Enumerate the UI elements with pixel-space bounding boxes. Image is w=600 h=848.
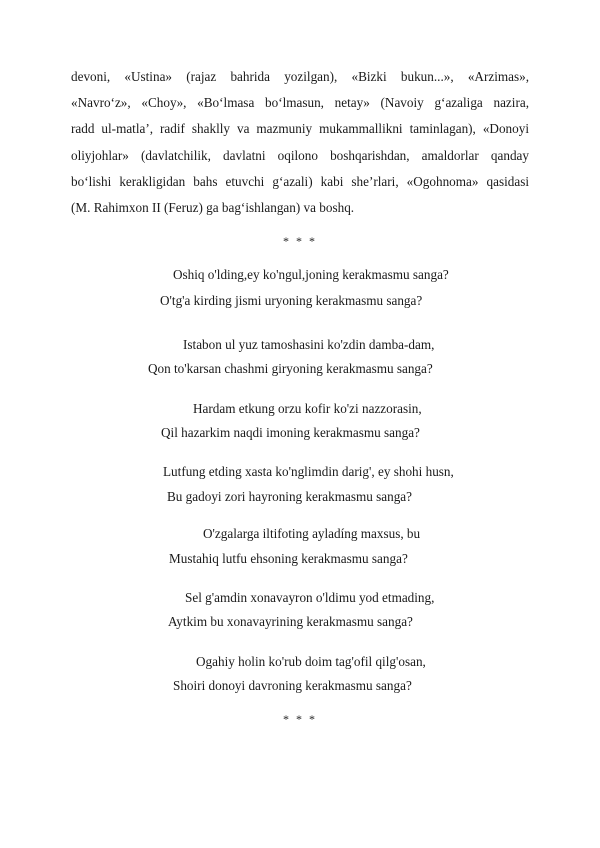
intro-line: «Navro‘z», «Choy», «Bo‘lmasa bo‘lmasun, netay» (Navoiy g‘azaliga nazira, bbox=[71, 95, 529, 111]
section-separator-top: * * * bbox=[283, 234, 317, 248]
verse-line-3a: Hardam etkung orzu kofir ko'zi nazzorasin, bbox=[193, 401, 422, 416]
verse-line-4b: Bu gadoyi zori hayroning kerakmasmu sanga? bbox=[167, 489, 412, 504]
verse-line-4a: Lutfung etding xasta ko'nglimdin darig', ey shohi husn, bbox=[163, 464, 454, 479]
intro-paragraph bbox=[71, 64, 529, 221]
intro-line: (M. Rahimxon II (Feruz) ga bag‘ishlangan) va boshq. bbox=[71, 200, 355, 216]
section-separator-bottom: * * * bbox=[283, 712, 317, 726]
verse-line-1a: Oshiq o'lding,ey ko'ngul,joning kerakmasmu sanga? bbox=[173, 267, 449, 282]
intro-line: radd ul-matla’, radif shaklly va mazmuniy mukammallikni taminlagan), «Donoyi bbox=[71, 121, 529, 137]
verse-line-6a: Sel g'amdin xonavayron o'ldimu yod etmading, bbox=[185, 590, 435, 605]
verse-line-2b: Qon to'karsan chashmi giryoning kerakmasmu sanga? bbox=[148, 361, 433, 376]
verse-line-6b: Aytkim bu xonavayrining kerakmasmu sanga? bbox=[168, 614, 413, 629]
verse-line-7a: Ogahiy holin ko'rub doim tag'ofil qilg'osan, bbox=[196, 654, 426, 669]
verse-line-2a: Istabon ul yuz tamoshasini ko'zdin damba-dam, bbox=[183, 337, 435, 352]
verse-line-5a: O'zgalarga iltifoting ayladíng maxsus, bu bbox=[203, 526, 421, 541]
verse-line-7b: Shoiri donoyi davroning kerakmasmu sanga? bbox=[173, 678, 412, 693]
intro-line: bo‘lishi kerakligidan bahs etuvchi g‘azali) kabi she’rlari, «Ogohnoma» qasidasi bbox=[71, 173, 529, 189]
verse-line-1b: O'tg'a kirding jismi uryoning kerakmasmu sanga? bbox=[160, 293, 423, 308]
verse-line-5b: Mustahiq lutfu ehsoning kerakmasmu sanga? bbox=[169, 551, 408, 566]
intro-line: oliyjohlar» (davlatchilik, davlatni oqilono boshqarishdan, amaldorlar qanday bbox=[71, 147, 529, 163]
verse-line-3b: Qil hazarkim naqdi imoning kerakmasmu sanga? bbox=[161, 425, 420, 440]
intro-line: devoni, «Ustina» (rajaz bahrida yozilgan), «Bizki bukun...», «Arzimas», bbox=[71, 69, 529, 84]
